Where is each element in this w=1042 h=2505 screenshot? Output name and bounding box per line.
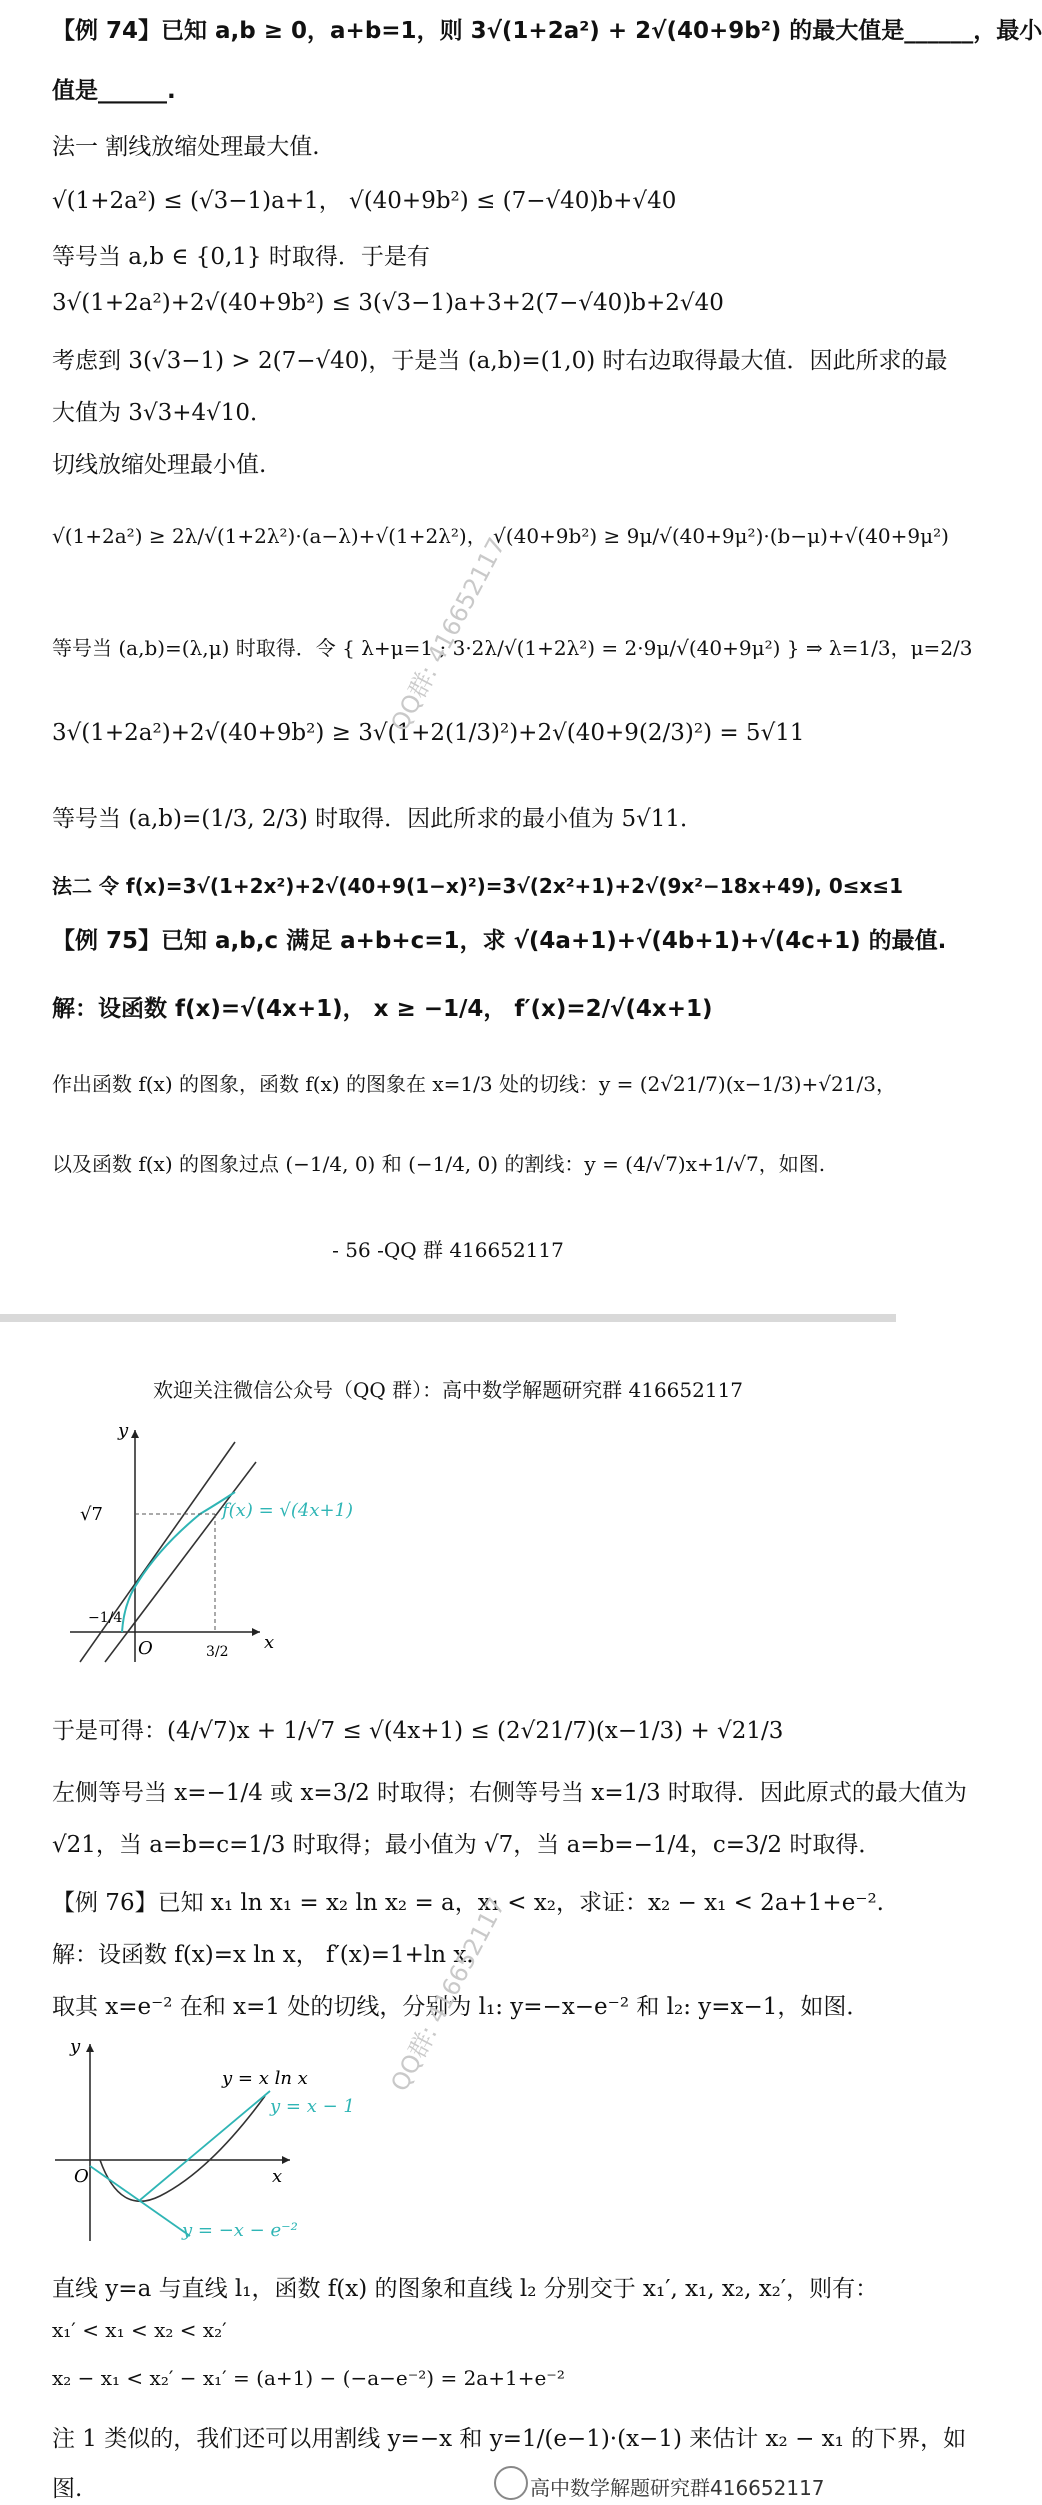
sum-ineq: 3√(1+2a²)+2√(40+9b²) ≤ 3(√3−1)a+3+2(7−√40)b+2√40 [52,290,724,316]
graph1-y-label: y [118,1420,129,1441]
ex75-sec: 以及函数 f(x) 的图象过点 (−1/4, 0) 和 (−1/4, 0) 的割线：y = (4/√7)x+1/√7，如图. [52,1152,826,1176]
ex75-sol: 解：设函数 f(x)=√(4x+1)， x ≥ −1/4， f′(x)=2/√(4x+1) [52,996,713,1022]
note: 注 1 类似的，我们还可以用割线 y=−x 和 y=1/(e−1)·(x−1) 来估计 x₂ − x₁ 的下界，如 [52,2426,967,2452]
graph1-sqrt7: √7 [80,1504,103,1525]
result1: 于是可得：(4/√7)x + 1/√7 ≤ √(4x+1) ≤ (2√21/7)(x−1/3) + √21/3 [52,1718,784,1744]
graph2-l2-label: y = x − 1 [270,2096,355,2117]
order: x₁′ < x₁ < x₂ < x₂′ [52,2318,227,2342]
page-footer: - 56 -QQ 群 416652117 [332,1238,564,1262]
ex76-sol: 解：设函数 f(x)=x ln x， f′(x)=1+ln x． [52,1942,490,1968]
consider: 考虑到 3(√3−1) > 2(7−√40)，于是当 (a,b)=(1,0) 时右边取得最大值．因此所求的最 [52,348,948,374]
brand-icon [494,2466,528,2500]
watermark-2: QQ群: 416652117 [385,1893,511,2096]
brand-name: 高中数学解题研究群416652117 [530,2476,825,2500]
intersect: 直线 y=a 与直线 l₁，函数 f(x) 的图象和直线 l₂ 分别交于 x₁′, x₁, x₂, x₂′，则有： [52,2276,879,2302]
lagrange: 等号当 (a,b)=(λ,μ) 时取得．令 { λ+μ=1 ; 3·2λ/√(1+2λ²) = 2·9μ/√(40+9μ²) } ⇒ λ=1/3，μ=2/3 [52,636,973,660]
ex76-tan: 取其 x=e⁻² 在和 x=1 处的切线，分别为 l₁: y=−x−e⁻² 和 l₂: y=x−1，如图． [52,1994,870,2020]
diff: x₂ − x₁ < x₂′ − x₁′ = (a+1) − (−a−e⁻²) = 2a+1+e⁻² [52,2366,565,2390]
ex76: 【例 76】已知 x₁ ln x₁ = x₂ ln x₂ = a，x₁ < x₂，求证：x₂ − x₁ < 2a+1+e⁻². [52,1890,884,1916]
graph1-origin: O [138,1638,153,1659]
graph1-curve-label: f(x) = √(4x+1) [222,1500,354,1521]
graph2-l1-label: y = −x − e⁻² [182,2220,298,2241]
max-min: √21，当 a=b=c=1/3 时取得；最小值为 √7，当 a=b=−1/4，c=3/2 时取得． [52,1832,882,1858]
graph1-neg-quarter: −1/4 [88,1610,123,1626]
tangent-ineq: √(1+2a²) ≥ 2λ/√(1+2λ²)·(a−λ)+√(1+2λ²)， √(40+9b²) ≥ 9μ/√(40+9μ²)·(b−μ)+√(40+9μ²) [52,524,949,548]
graph2-origin: O [74,2166,89,2187]
min-val: 等号当 (a,b)=(1/3, 2/3) 时取得．因此所求的最小值为 5√11． [52,806,704,832]
graph-sqrt [60,1422,380,1672]
tangent-title: 切线放缩处理最小值. [52,452,267,478]
fa2: 法二 令 f(x)=3√(1+2x²)+2√(40+9(1−x)²)=3√(2x²+1)+2√(9x²−18x+49), 0≤x≤1 [52,874,904,898]
ineq1: √(1+2a²) ≤ (√3−1)a+1， √(40+9b²) ≤ (7−√40)b+√40 [52,188,677,214]
ex74-line2: 值是______. [52,78,176,104]
eq-cond: 等号当 a,b ∈ {0,1} 时取得．于是有 [52,244,430,270]
graph1-x-label: x [264,1632,275,1653]
ex74-line1: 【例 74】已知 a,b ≥ 0，a+b=1，则 3√(1+2a²) + 2√(40+9b²) 的最大值是______，最小 [52,18,1042,44]
ex75-tan: 作出函数 f(x) 的图象，函数 f(x) 的图象在 x=1/3 处的切线：y = (2√21/7)(x−1/3)+√21/3， [52,1072,896,1096]
left-eq: 左侧等号当 x=−1/4 或 x=3/2 时取得；右侧等号当 x=1/3 时取得．因此原式的最大值为 [52,1780,967,1806]
watermark: QQ群: 416652117 [385,533,511,736]
page2-header: 欢迎关注微信公众号（QQ 群）：高中数学解题研究群 416652117 [152,1378,744,1402]
page-divider [0,1314,896,1322]
min-calc: 3√(1+2a²)+2√(40+9b²) ≥ 3√(1+2(1/3)²)+2√(40+9(2/3)²) = 5√11 [52,720,805,746]
graph1-three-halves: 3/2 [206,1644,229,1660]
fa1-title: 法一 割线放缩处理最大值. [52,134,320,160]
ex75: 【例 75】已知 a,b,c 满足 a+b+c=1，求 √(4a+1)+√(4b+1)+√(4c+1) 的最值. [52,928,947,954]
graph2-curve-label: y = x ln x [222,2068,308,2089]
graph2-x-label: x [272,2166,283,2187]
max-val: 大值为 3√3+4√10． [52,400,274,426]
graph-xlnx [50,2036,410,2246]
graph2-y-label: y [70,2036,81,2057]
note-end: 图. [52,2476,83,2502]
